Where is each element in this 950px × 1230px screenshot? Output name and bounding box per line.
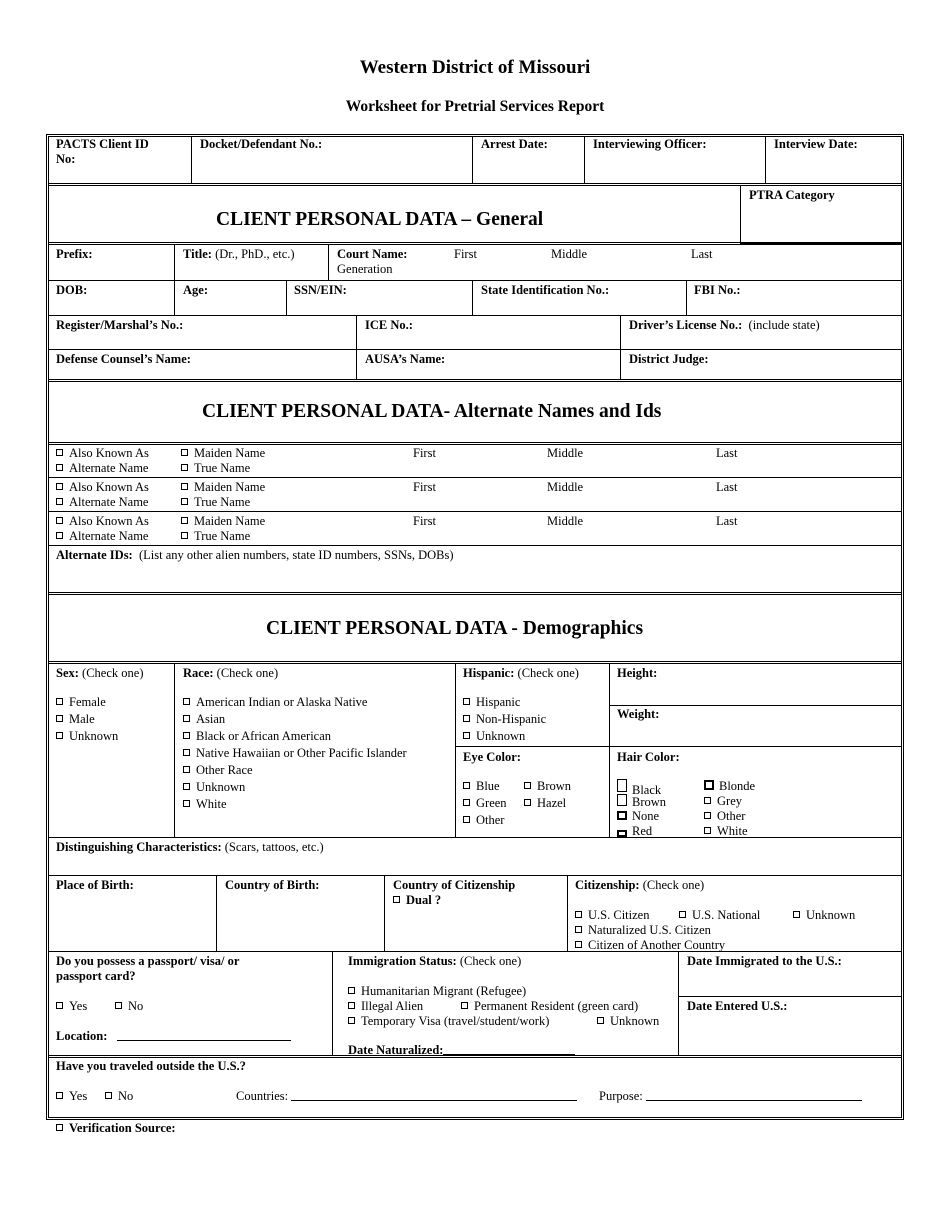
date-entered-label: Date Entered U.S.: [687,999,788,1013]
hair-blonde-checkbox[interactable]: Blonde [704,779,755,794]
sex-female-checkbox[interactable]: Female [56,695,106,710]
traveled-yes-checkbox[interactable]: Yes [56,1089,87,1104]
location-field[interactable]: Location: [56,1029,291,1044]
naturalized-citizen-checkbox[interactable]: Naturalized U.S. Citizen [575,923,711,938]
hispanic-checkbox[interactable]: Hispanic [463,695,520,710]
date-naturalized-field[interactable]: Date Naturalized: [348,1043,575,1058]
aka-checkbox[interactable]: Also Known As [56,446,149,461]
eye-color-label: Eye Color: [463,750,521,764]
race-black-checkbox[interactable]: Black or African American [183,729,331,744]
traveled-question: Have you traveled outside the U.S.? [56,1059,246,1073]
true-name-checkbox[interactable]: True Name [181,461,250,476]
alt-first-label: First [413,480,436,494]
docket-label: Docket/Defendant No.: [200,137,323,151]
race-white-checkbox[interactable]: White [183,797,227,812]
date-immigrated-label: Date Immigrated to the U.S.: [687,954,842,968]
section-demographics-heading: CLIENT PERSONAL DATA - Demographics [266,618,644,639]
aka-checkbox[interactable]: Also Known As [56,514,149,529]
race-other-checkbox[interactable]: Other Race [183,763,253,778]
height-label: Height: [617,666,658,680]
eye-green-checkbox[interactable]: Green [463,796,507,811]
court-last-label: Last [691,247,713,261]
immigration-unknown-checkbox[interactable]: Unknown [597,1014,659,1029]
interviewing-officer-label: Interviewing Officer: [593,137,707,151]
drivers-license-label: Driver’s License No.: (include state) [629,318,820,332]
citizenship-label: Citizenship: (Check one) [575,878,705,892]
section-alternate-heading: CLIENT PERSONAL DATA- Alternate Names and Ids [202,401,662,422]
eye-other-checkbox[interactable]: Other [463,813,504,828]
alt-middle-label: Middle [547,480,584,494]
alt-middle-label: Middle [547,514,584,528]
eye-blue-checkbox[interactable]: Blue [463,779,500,794]
register-marshal-label: Register/Marshal’s No.: [56,318,184,332]
court-first-label: First [454,247,477,261]
district-title: Western District of Missouri [359,57,591,78]
alternate-name-checkbox[interactable]: Alternate Name [56,529,148,544]
worksheet-subtitle: Worksheet for Pretrial Services Report [345,98,605,115]
alt-last-label: Last [716,514,738,528]
court-name-label: Court Name: [337,247,408,261]
distinguishing-label: Distinguishing Characteristics: (Scars, tattoos, etc.) [56,840,324,854]
court-middle-label: Middle [551,247,588,261]
true-name-checkbox[interactable]: True Name [181,529,250,544]
race-unknown-checkbox[interactable]: Unknown [183,780,245,795]
alternate-name-checkbox[interactable]: Alternate Name [56,461,148,476]
interview-date-label: Interview Date: [774,137,858,151]
sex-male-checkbox[interactable]: Male [56,712,95,727]
alt-middle-label: Middle [547,446,584,460]
sex-label: Sex: (Check one) [56,666,144,680]
passport-question-cont: passport card? [56,969,136,983]
prefix-label: Prefix: [56,247,93,261]
hair-none-checkbox[interactable]: None [617,809,659,824]
age-label: Age: [183,283,208,297]
title-field-label: Title: (Dr., PhD., etc.) [183,247,295,261]
immigration-status-label: Immigration Status: (Check one) [348,954,522,968]
alternate-name-checkbox[interactable]: Alternate Name [56,495,148,510]
country-of-citizenship-label: Country of Citizenship [393,878,516,892]
dob-label: DOB: [56,283,88,297]
humanitarian-migrant-checkbox[interactable]: Humanitarian Migrant (Refugee) [348,984,526,999]
ausa-label: AUSA’s Name: [365,352,446,366]
verification-source-checkbox[interactable]: Verification Source: [56,1121,176,1136]
true-name-checkbox[interactable]: True Name [181,495,250,510]
hair-grey-checkbox[interactable]: Grey [704,794,742,809]
country-of-birth-label: Country of Birth: [225,878,320,892]
eye-hazel-checkbox[interactable]: Hazel [524,796,566,811]
us-citizen-checkbox[interactable]: U.S. Citizen [575,908,649,923]
race-label: Race: (Check one) [183,666,279,680]
race-american-indian-checkbox[interactable]: American Indian or Alaska Native [183,695,367,710]
sex-unknown-checkbox[interactable]: Unknown [56,729,118,744]
weight-label: Weight: [617,707,660,721]
countries-field[interactable]: Countries: [236,1089,577,1104]
purpose-field[interactable]: Purpose: [599,1089,862,1104]
alt-first-label: First [413,514,436,528]
hispanic-unknown-checkbox[interactable]: Unknown [463,729,525,744]
race-pacific-islander-checkbox[interactable]: Native Hawaiian or Other Pacific Islander [183,746,407,761]
passport-yes-checkbox[interactable]: Yes [56,999,87,1014]
permanent-resident-checkbox[interactable]: Permanent Resident (green card) [461,999,638,1014]
passport-no-checkbox[interactable]: No [115,999,143,1014]
generation-label: Generation [337,262,393,276]
illegal-alien-checkbox[interactable]: Illegal Alien [348,999,423,1014]
eye-brown-checkbox[interactable]: Brown [524,779,571,794]
alt-last-label: Last [716,446,738,460]
non-hispanic-checkbox[interactable]: Non-Hispanic [463,712,546,727]
citizen-another-country-checkbox[interactable]: Citizen of Another Country [575,938,725,953]
maiden-name-checkbox[interactable]: Maiden Name [181,446,265,461]
citizenship-unknown-checkbox[interactable]: Unknown [793,908,855,923]
hair-red-checkbox[interactable]: Red [617,824,652,839]
race-asian-checkbox[interactable]: Asian [183,712,225,727]
hair-white-checkbox[interactable]: White [704,824,748,839]
arrest-date-label: Arrest Date: [481,137,548,151]
fbi-label: FBI No.: [694,283,741,297]
ice-label: ICE No.: [365,318,413,332]
defense-counsel-label: Defense Counsel’s Name: [56,352,191,366]
pacts-label: PACTS Client ID [56,137,149,151]
place-of-birth-label: Place of Birth: [56,878,134,892]
ssn-label: SSN/EIN: [294,283,347,297]
passport-question: Do you possess a passport/ visa/ or [56,954,240,968]
hair-black-checkbox[interactable]: Black [617,779,661,798]
alt-first-label: First [413,446,436,460]
maiden-name-checkbox[interactable]: Maiden Name [181,514,265,529]
maiden-name-checkbox[interactable]: Maiden Name [181,480,265,495]
hispanic-label: Hispanic: (Check one) [463,666,579,680]
hair-brown-checkbox[interactable]: Brown [617,794,666,810]
traveled-no-checkbox[interactable]: No [105,1089,133,1104]
dual-citizenship-checkbox[interactable]: Dual ? [393,893,441,908]
section-general-heading: CLIENT PERSONAL DATA – General [216,209,544,230]
alternate-ids-label: Alternate IDs: (List any other alien numbers, state ID numbers, SSNs, DOBs) [56,548,454,562]
ptra-category-label: PTRA Category [749,188,835,202]
pacts-no-label: No: [56,152,76,166]
state-id-label: State Identification No.: [481,283,610,297]
alt-last-label: Last [716,480,738,494]
hair-other-checkbox[interactable]: Other [704,809,745,824]
us-national-checkbox[interactable]: U.S. National [679,908,760,923]
hair-color-label: Hair Color: [617,750,680,764]
district-judge-label: District Judge: [629,352,709,366]
aka-checkbox[interactable]: Also Known As [56,480,149,495]
temporary-visa-checkbox[interactable]: Temporary Visa (travel/student/work) [348,1014,549,1029]
